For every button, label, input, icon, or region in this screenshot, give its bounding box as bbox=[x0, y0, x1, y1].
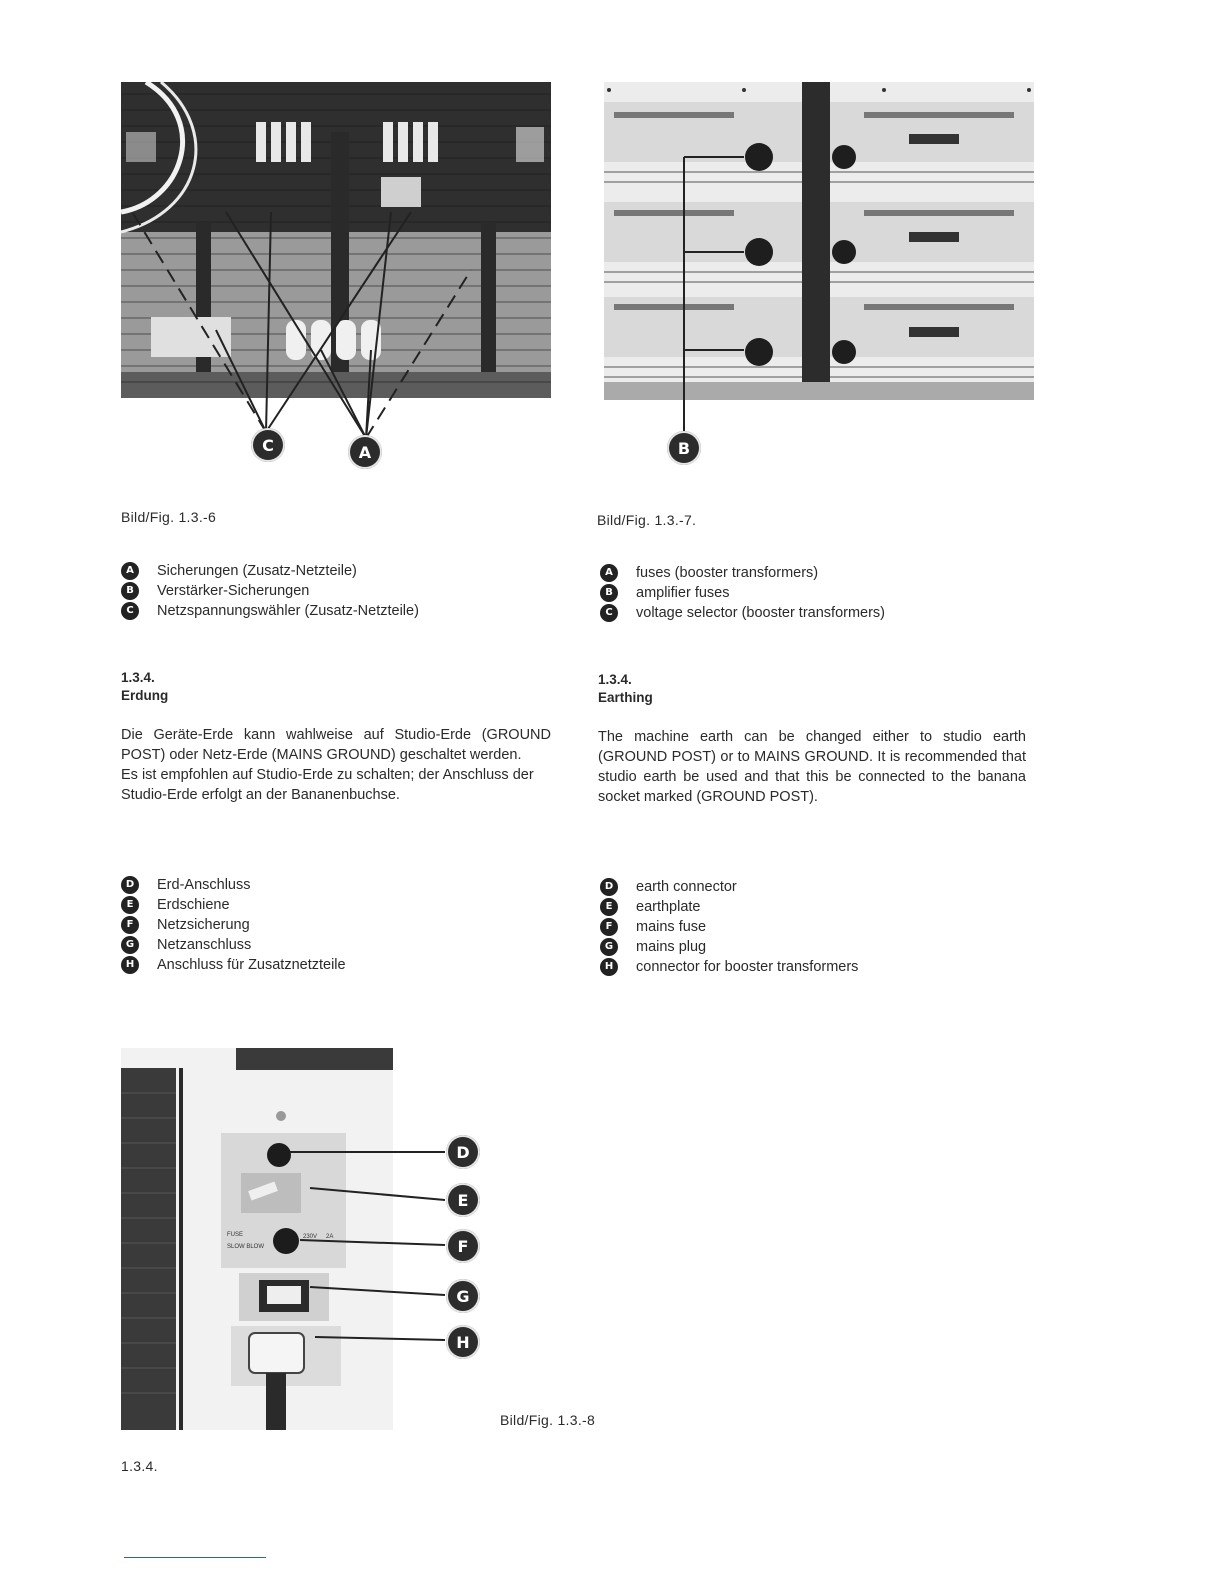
badge-c: C bbox=[600, 604, 618, 622]
page-section-reference: 1.3.4. bbox=[121, 1458, 158, 1474]
footer-rule bbox=[124, 1557, 266, 1558]
figure-1-3-8-caption: Bild/Fig. 1.3.-8 bbox=[500, 1412, 596, 1428]
badge-d: D bbox=[121, 876, 139, 894]
section-english bbox=[598, 672, 1026, 807]
legend-text: mains plug bbox=[636, 939, 707, 955]
badge-a: A bbox=[600, 564, 618, 582]
panel-label-slow-blow: SLOW BLOW bbox=[227, 1244, 265, 1250]
legend-item bbox=[121, 955, 561, 975]
section-title: Earthing bbox=[598, 690, 653, 705]
legend-fig6-german bbox=[121, 561, 561, 621]
legend-fig7-english bbox=[600, 563, 1040, 623]
legend-text: mains fuse bbox=[636, 919, 707, 935]
badge-f: F bbox=[121, 916, 139, 934]
figure-1-3-7-caption: Bild/Fig. 1.3.-7. bbox=[597, 512, 697, 528]
legend-item bbox=[600, 957, 1040, 977]
badge-h: H bbox=[121, 956, 139, 974]
legend-item bbox=[600, 937, 1040, 957]
legend-item bbox=[121, 915, 561, 935]
figure-1-3-8-leader-lines bbox=[290, 1140, 460, 1370]
callout-f-fig8: F bbox=[446, 1229, 480, 1263]
legend-fig8-german bbox=[121, 875, 561, 975]
section-paragraph: Es ist empfohlen auf Studio-Erde zu schalten; der Anschluss der Studio-Erde erfolgt an der Bananenbuchse. bbox=[121, 767, 534, 803]
badge-b: B bbox=[121, 582, 139, 600]
badge-f: F bbox=[600, 918, 618, 936]
panel-label-voltage: 230V bbox=[303, 1234, 318, 1240]
legend-item bbox=[600, 897, 1040, 917]
section-title: Erdung bbox=[121, 688, 169, 703]
legend-text: Erdschiene bbox=[157, 897, 230, 913]
legend-text: amplifier fuses bbox=[636, 585, 730, 601]
badge-g: G bbox=[121, 936, 139, 954]
legend-text: fuses (booster transformers) bbox=[636, 565, 819, 581]
legend-text: Verstärker-Sicherungen bbox=[157, 583, 310, 599]
figure-1-3-7-leader-lines bbox=[604, 82, 1044, 452]
callout-d-fig8: D bbox=[446, 1135, 480, 1169]
legend-text: Netzspannungswähler (Zusatz-Netzteile) bbox=[157, 603, 419, 619]
badge-d: D bbox=[600, 878, 618, 896]
legend-text: Anschluss für Zusatznetzteile bbox=[157, 957, 346, 973]
legend-item bbox=[121, 875, 561, 895]
legend-item bbox=[600, 583, 1040, 603]
legend-item bbox=[121, 895, 561, 915]
legend-text: earth connector bbox=[636, 879, 737, 895]
legend-item bbox=[121, 601, 561, 621]
legend-text: earthplate bbox=[636, 899, 701, 915]
badge-a: A bbox=[121, 562, 139, 580]
section-german bbox=[121, 670, 551, 805]
legend-text: connector for booster transformers bbox=[636, 959, 859, 975]
legend-text: Sicherungen (Zusatz-Netzteile) bbox=[157, 563, 357, 579]
legend-text: Erd-Anschluss bbox=[157, 877, 251, 893]
callout-c-fig6: C bbox=[251, 428, 285, 462]
section-paragraph: The machine earth can be changed either to studio earth (GROUND POST) or to MAINS GROUND. It is recommended that studio earth be used and that this be connected to the banana socket marked (GROUND POST). bbox=[598, 729, 1026, 805]
legend-item bbox=[600, 917, 1040, 937]
figure-1-3-6-leader-lines bbox=[121, 120, 561, 470]
callout-e-fig8: E bbox=[446, 1183, 480, 1217]
panel-label-amps: 2A bbox=[326, 1234, 334, 1240]
badge-h: H bbox=[600, 958, 618, 976]
callout-a-fig6: A bbox=[348, 435, 382, 469]
legend-item bbox=[600, 603, 1040, 623]
section-number: 1.3.4. bbox=[121, 670, 155, 685]
badge-c: C bbox=[121, 602, 139, 620]
legend-item bbox=[121, 581, 561, 601]
callout-h-fig8: H bbox=[446, 1325, 480, 1359]
legend-item bbox=[121, 935, 561, 955]
panel-label-fuse: FUSE bbox=[227, 1232, 244, 1238]
callout-b-fig7: B bbox=[667, 431, 701, 465]
section-paragraph: Die Geräte-Erde kann wahlweise auf Studio-Erde (GROUND POST) oder Netz-Erde (MAINS GROUND) geschaltet werden. bbox=[121, 727, 551, 763]
callout-g-fig8: G bbox=[446, 1279, 480, 1313]
badge-b: B bbox=[600, 584, 618, 602]
legend-item bbox=[600, 877, 1040, 897]
legend-text: voltage selector (booster transformers) bbox=[636, 605, 886, 621]
legend-item bbox=[600, 563, 1040, 583]
legend-item bbox=[121, 561, 561, 581]
legend-text: Netzsicherung bbox=[157, 917, 250, 933]
section-number: 1.3.4. bbox=[598, 672, 632, 687]
legend-fig8-english bbox=[600, 877, 1040, 977]
badge-e: E bbox=[121, 896, 139, 914]
badge-g: G bbox=[600, 938, 618, 956]
badge-e: E bbox=[600, 898, 618, 916]
legend-text: Netzanschluss bbox=[157, 937, 252, 953]
figure-1-3-6-caption: Bild/Fig. 1.3.-6 bbox=[121, 509, 217, 525]
